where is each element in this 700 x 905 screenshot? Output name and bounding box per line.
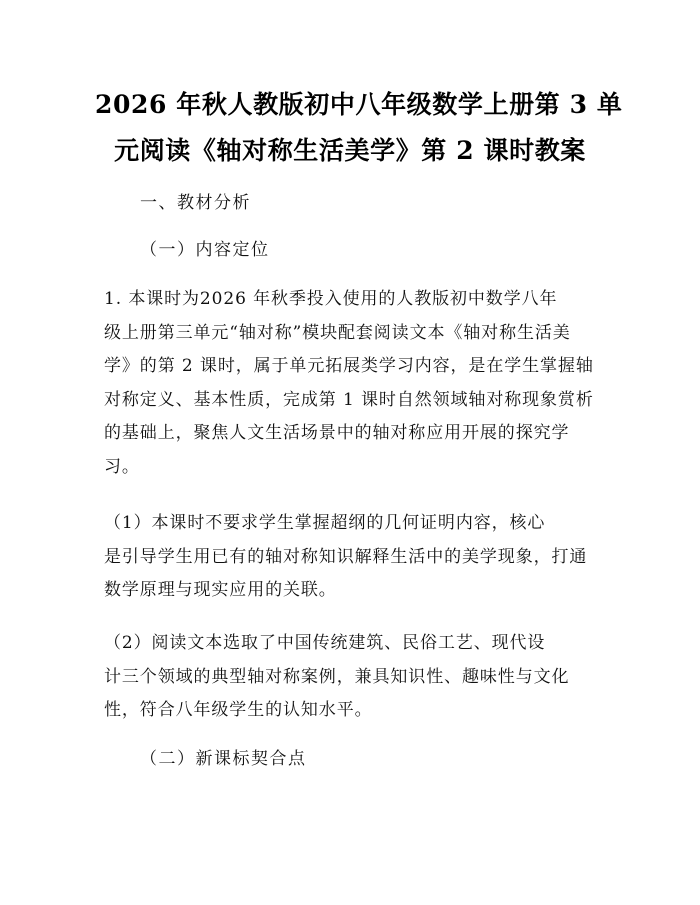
document-title bbox=[95, 82, 623, 174]
paragraph-line: （2）阅读文本选取了中国传统建筑、民俗工艺、现代设 bbox=[104, 633, 546, 653]
title-line-2: 元阅读《轴对称生活美学》第 2 课时教案 bbox=[114, 136, 586, 165]
paragraph-line: 是引导学生用已有的轴对称知识解释生活中的美学现象，打通 bbox=[104, 546, 588, 567]
section-heading-textbook-analysis: 一、教材分析 bbox=[140, 193, 251, 213]
paragraph-line: （1）本课时不要求学生掌握超纲的几何证明内容，核心 bbox=[104, 513, 546, 533]
paragraph-line: 1. 本课时为2026 年秋季投入使用的人教版初中数学八年 bbox=[104, 289, 558, 309]
paragraph-line: 习。 bbox=[104, 456, 140, 477]
subsection-heading-curriculum-alignment: （二）新课标契合点 bbox=[140, 749, 307, 769]
paragraph-line: 对称定义、基本性质，完成第 1 课时自然领域轴对称现象赏析 bbox=[104, 389, 594, 410]
paragraph-line: 数学原理与现实应用的关联。 bbox=[104, 580, 337, 601]
subsection-heading-content-positioning: （一）内容定位 bbox=[140, 240, 270, 260]
paragraph-content-positioning bbox=[104, 283, 602, 485]
paragraph-line: 性，符合八年级学生的认知水平。 bbox=[104, 700, 373, 721]
paragraph-line: 学》的第 2 课时，属于单元拓展类学习内容，是在学生掌握轴 bbox=[104, 356, 594, 377]
paragraph-line: 的基础上，聚焦人文生活场景中的轴对称应用开展的探究学 bbox=[104, 423, 570, 444]
paragraph-line: 级上册第三单元“轴对称”模块配套阅读文本《轴对称生活美 bbox=[104, 322, 571, 343]
title-line-1: 2026 年秋人教版初中八年级数学上册第 3 单 bbox=[95, 90, 623, 119]
paragraph-point-1 bbox=[104, 507, 602, 608]
paragraph-point-2 bbox=[104, 627, 602, 728]
paragraph-line: 计三个领域的典型轴对称案例，兼具知识性、趣味性与文化 bbox=[104, 666, 570, 687]
